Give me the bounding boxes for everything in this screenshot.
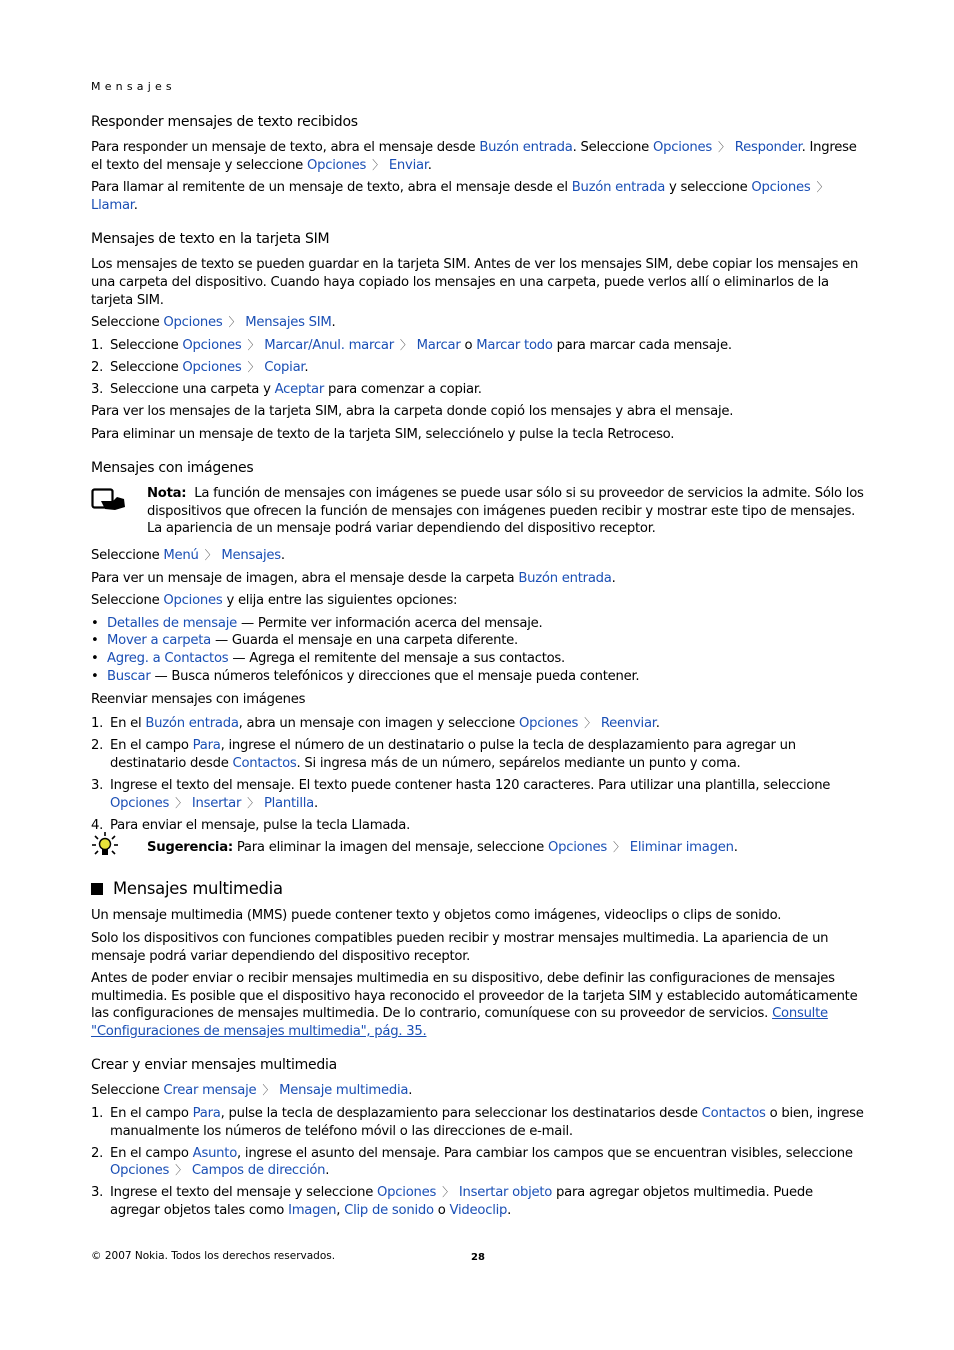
menu-link[interactable]: Insertar objeto [458, 1185, 553, 1201]
menu-link[interactable]: Buzón entrada [479, 140, 573, 155]
list-item: 1. En el Buzón entrada, abra un mensaje con imagen y seleccione Opciones 〉 Reenviar. [91, 716, 660, 732]
list-item: 3. Ingrese el texto del mensaje y seleccione Opciones 〉 Insertar objeto para agregar objetos multimedia. Puede agregar objetos tales como Imagen, Clip de sonido o Videoclip. [91, 1185, 813, 1219]
menu-link[interactable]: Mover a carpeta [107, 633, 211, 649]
menu-link[interactable]: Plantilla [263, 795, 314, 811]
menu-link[interactable]: Opciones [751, 180, 811, 196]
menu-link[interactable]: Asunto [192, 1145, 238, 1161]
chevron-right-icon: 〉 [718, 140, 730, 154]
menu-link[interactable]: Opciones [518, 716, 579, 732]
list-item: • Mover a carpeta — Guarda el mensaje en una carpeta diferente. [91, 633, 518, 649]
menu-link[interactable]: Insertar [191, 795, 242, 811]
menu-link[interactable]: Agreg. a Contactos [107, 650, 229, 666]
list-item: 3. Seleccione una carpeta y Aceptar para comenzar a copiar. [91, 381, 482, 397]
chevron-right-icon: 〉 [175, 1163, 187, 1178]
chevron-right-icon: 〉 [399, 337, 412, 352]
paragraph: Solo los dispositivos con funciones compatibles pueden recibir y mostrar mensajes multimedia. La apariencia de un mensaje podrá variar dependiendo del dispositivo receptor. [91, 930, 829, 964]
step-list [91, 715, 866, 834]
list-item: 2. En el campo Asunto, ingrese el asunto del mensaje. Para cambiar los campos que se encuentran visibles, seleccione Opciones 〉 Campos de dirección. [91, 1145, 853, 1179]
note-hand-icon [91, 487, 127, 519]
paragraph: Para responder un mensaje de texto, abra el mensaje desde Buzón entrada. Seleccione Opciones 〉 Responder. Ingrese el texto del mensaje y seleccione Opciones 〉 Enviar. [91, 140, 857, 173]
list-item: 1. Seleccione Opciones 〉 Marcar/Anul. marcar 〉 Marcar o Marcar todo para marcar cada mensaje. [91, 337, 732, 353]
menu-link[interactable]: Buzón entrada [145, 716, 239, 732]
list-item: • Agreg. a Contactos — Agrega el remitente del mensaje a sus contactos. [91, 650, 565, 666]
menu-link[interactable]: Menú [163, 548, 199, 563]
menu-link[interactable]: Mensaje multimedia [279, 1083, 409, 1099]
chevron-right-icon: 〉 [372, 157, 384, 172]
menu-link[interactable]: Campos de dirección [191, 1163, 326, 1179]
step-list [91, 337, 866, 399]
page-content [91, 112, 866, 1224]
paragraph: Seleccione Menú 〉 Mensajes. [91, 548, 285, 563]
menu-link[interactable]: Eliminar imagen [629, 839, 734, 855]
menu-link[interactable]: Videoclip [449, 1203, 508, 1219]
menu-link[interactable]: Marcar/Anul. marcar [264, 337, 394, 353]
page-number: 28 [471, 1252, 485, 1263]
chevron-right-icon: 〉 [262, 1083, 275, 1098]
chevron-right-icon: 〉 [584, 716, 596, 731]
menu-link[interactable]: Detalles de mensaje [107, 615, 237, 631]
step-list [91, 1105, 866, 1220]
paragraph: Un mensaje multimedia (MMS) puede contener texto y objetos como imágenes, videoclips o clips de sonido. [91, 908, 782, 924]
chevron-right-icon: 〉 [175, 795, 187, 810]
list-item: • Buscar — Busca números telefónicos y direcciones que el mensaje pueda contener. [91, 668, 640, 684]
lightbulb-icon [91, 831, 119, 865]
chevron-right-icon: 〉 [442, 1185, 454, 1200]
menu-link[interactable]: Mensajes [221, 548, 281, 563]
list-item: 1. En el campo Para, pulse la tecla de desplazamiento para seleccionar los destinatarios desde Contactos o bien, ingrese manualmente los números de teléfono móvil o las direcciones de e-mail. [91, 1106, 864, 1139]
menu-link[interactable]: Mensajes SIM [245, 315, 332, 331]
subsection-title-forward: Reenviar mensajes con imágenes [91, 692, 306, 708]
menu-link[interactable]: Opciones [652, 140, 713, 155]
menu-link[interactable]: Crear mensaje [163, 1083, 257, 1099]
list-item: 2. En el campo Para, ingrese el número de un destinatario o pulse la tecla de desplazamiento para agregar un destinatario desde Contactos. Si ingresa más de un número, sepárelos mediante un punto y coma. [91, 738, 796, 771]
paragraph: Seleccione Opciones 〉 Mensajes SIM. [91, 315, 336, 331]
paragraph: Para ver los mensajes de la tarjeta SIM, abra la carpeta donde copió los mensajes y abra el mensaje. [91, 404, 734, 420]
paragraph: Antes de poder enviar o recibir mensajes multimedia en su dispositivo, debe definir las configuraciones de mensajes multimedia. Es posible que el dispositivo haya reconocido el proveedor de la tarjeta SIM y establecido automáticamente las configuraciones de mensajes multimedia. De lo contrario, comuníquese con su proveedor de servicios. Consulte "Configuraciones de mensajes multimedia", pág. 35. [91, 971, 858, 1039]
paragraph: Para eliminar un mensaje de texto de la tarjeta SIM, selecciónelo y pulse la tecla Retroceso. [91, 426, 675, 442]
option-list [91, 615, 866, 685]
chevron-right-icon: 〉 [247, 359, 260, 374]
chevron-right-icon: 〉 [204, 548, 217, 562]
copyright: © 2007 Nokia. Todos los derechos reservados. [91, 1250, 336, 1262]
menu-link[interactable]: Buzón entrada [571, 180, 666, 196]
paragraph: Seleccione Opciones y elija entre las siguientes opciones: [91, 593, 458, 609]
tip-label: Sugerencia: [147, 839, 233, 855]
menu-link[interactable]: Buscar [107, 668, 151, 684]
menu-link[interactable]: Aceptar [274, 381, 325, 397]
paragraph: Para ver un mensaje de imagen, abra el mensaje desde la carpeta Buzón entrada. [91, 570, 616, 586]
menu-link[interactable]: Opciones [377, 1185, 437, 1201]
chevron-right-icon: 〉 [247, 337, 260, 352]
chevron-right-icon: 〉 [247, 795, 259, 810]
menu-link[interactable]: Opciones [547, 839, 608, 855]
menu-link[interactable]: Para [192, 738, 221, 754]
cross-reference-link[interactable]: Consulte "Configuraciones de mensajes multimedia", pág. 35. [91, 1006, 828, 1039]
note-label: Nota: [147, 486, 187, 502]
list-item: 4. Para enviar el mensaje, pulse la tecla Llamada. [91, 817, 411, 833]
section-title-images: Mensajes con imágenes [91, 460, 254, 477]
chevron-right-icon: 〉 [816, 180, 829, 195]
section-heading-multimedia: Mensajes multimedia [91, 878, 866, 900]
menu-link[interactable]: Imagen [288, 1203, 337, 1219]
menu-link[interactable]: Contactos [701, 1106, 766, 1122]
tip-box: Sugerencia: Para eliminar la imagen del mensaje, seleccione Opciones 〉 Eliminar imagen. [91, 839, 866, 857]
menu-link[interactable]: Opciones [163, 315, 223, 331]
note-box [91, 485, 866, 538]
menu-link[interactable]: Opciones [110, 795, 170, 811]
menu-link[interactable]: Enviar [388, 157, 428, 173]
list-item: 3. Ingrese el texto del mensaje. El texto puede contener hasta 120 caracteres. Para utilizar una plantilla, seleccione Opciones 〉 Insertar 〉 Plantilla. [91, 777, 831, 811]
section-title-sim: Mensajes de texto en la tarjeta SIM [91, 231, 330, 248]
menu-link[interactable]: Reenviar [600, 716, 656, 732]
menu-link[interactable]: Opciones [182, 359, 242, 375]
chevron-right-icon: 〉 [228, 315, 241, 330]
menu-link[interactable]: Opciones [307, 157, 367, 173]
menu-link[interactable]: Opciones [110, 1163, 170, 1179]
paragraph: Seleccione Crear mensaje 〉 Mensaje multimedia. [91, 1083, 413, 1099]
menu-link[interactable]: Contactos [232, 755, 297, 771]
paragraph: Los mensajes de texto se pueden guardar en la tarjeta SIM. Antes de ver los mensajes SIM, debe copiar los mensajes en una carpeta del dispositivo. Cuando haya copiado los mensajes en una carpeta, puede verlos allí o eliminarlos de la tarjeta SIM. [91, 257, 859, 308]
menu-link[interactable]: Marcar [416, 337, 461, 353]
paragraph: Para llamar al remitente de un mensaje de texto, abra el mensaje desde el Buzón entrada y seleccione Opciones 〉Llamar. [91, 180, 829, 213]
list-item: • Detalles de mensaje — Permite ver información acerca del mensaje. [91, 615, 543, 631]
menu-link[interactable]: Llamar [91, 197, 134, 213]
menu-link[interactable]: Clip de sonido [344, 1203, 434, 1219]
running-head: Mensajes [91, 80, 176, 93]
section-title-responder: Responder mensajes de texto recibidos [91, 114, 358, 130]
manual-page [91, 0, 866, 1350]
chevron-right-icon: 〉 [613, 839, 625, 854]
section-marker-icon [91, 883, 103, 895]
section-title-create-send: Crear y enviar mensajes multimedia [91, 1057, 337, 1074]
menu-link[interactable]: Copiar [264, 359, 305, 375]
list-item: 2. Seleccione Opciones 〉 Copiar. [91, 359, 309, 375]
menu-link[interactable]: Opciones [182, 337, 242, 353]
menu-link[interactable]: Opciones [163, 593, 223, 609]
menu-link[interactable]: Marcar todo [476, 337, 553, 353]
menu-link[interactable]: Para [192, 1106, 221, 1122]
menu-link[interactable]: Responder [734, 140, 802, 155]
menu-link[interactable]: Buzón entrada [518, 570, 612, 586]
note-text: La función de mensajes con imágenes se puede usar sólo si su proveedor de servicios la admite. Sólo los dispositivos que ofrecen la función de mensajes con imágenes pueden recibir y mostrar este tipo de mensajes. La apariencia de un mensaje podrá variar dependiendo del dispositivo receptor. [147, 486, 864, 537]
